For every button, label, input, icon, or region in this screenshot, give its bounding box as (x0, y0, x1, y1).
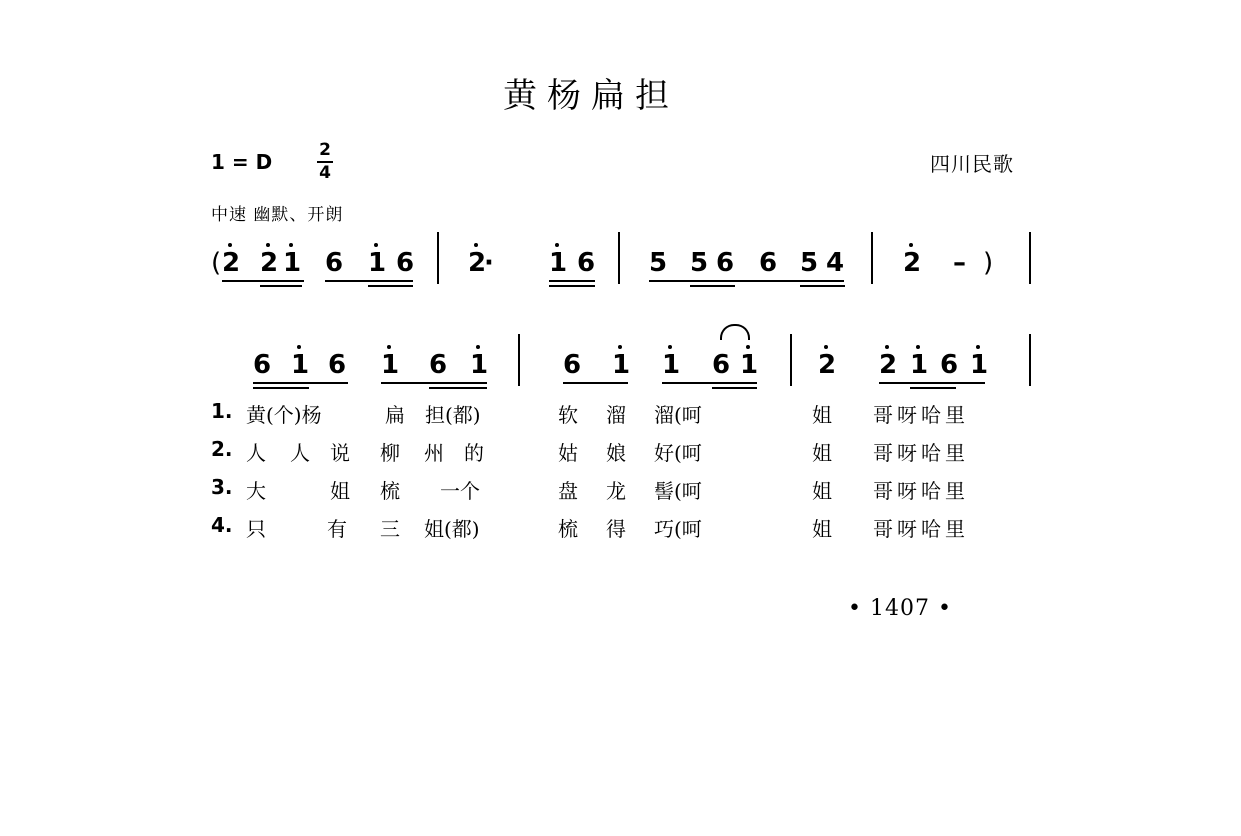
lyric-syllable: 的 (464, 441, 484, 465)
lyric-syllable: 说 (330, 441, 350, 465)
intro-note: 1 (283, 248, 302, 278)
octave-dot (474, 243, 478, 247)
barline (871, 232, 873, 284)
lyric-syllable: 姐 (812, 479, 832, 503)
octave-dot (746, 345, 750, 349)
lyric-syllable: 哥呀哈里 (873, 403, 969, 427)
beam-line (549, 280, 595, 282)
intro-close-paren: ) (983, 248, 994, 278)
time-signature-bottom: 4 (319, 163, 331, 183)
beam-line (429, 387, 487, 389)
key-signature: 1 = D (211, 150, 273, 174)
octave-dot (555, 243, 559, 247)
intro-note: 6 (759, 248, 778, 278)
intro-note: 6 (325, 248, 344, 278)
lyric-syllable: 担(都) (425, 403, 481, 427)
time-signature-top: 2 (319, 140, 331, 160)
beam-line (800, 285, 845, 287)
rest-dash: – (953, 248, 966, 278)
lyric-syllable: 扁 (385, 403, 405, 427)
lyric-syllable: 只 (246, 517, 266, 541)
melody-note: 1 (740, 350, 759, 380)
beam-line (649, 280, 844, 282)
melody-note: 1 (970, 350, 989, 380)
song-origin: 四川民歌 (930, 152, 1014, 176)
page-number: • 1407 • (848, 596, 952, 621)
lyric-syllable: 哥呀哈里 (873, 479, 969, 503)
lyric-syllable: 姐(都) (424, 517, 480, 541)
lyric-syllable: 三 (380, 517, 400, 541)
intro-note: 2 (260, 248, 279, 278)
lyric-syllable: 溜 (606, 403, 626, 427)
lyric-syllable: 姐 (330, 479, 350, 503)
beam-line (381, 382, 487, 384)
melody-note: 1 (381, 350, 400, 380)
lyric-syllable: 得 (606, 517, 626, 541)
octave-dot (297, 345, 301, 349)
octave-dot (668, 345, 672, 349)
lyric-syllable: 髻(呵 (654, 479, 702, 503)
intro-note: 1 (368, 248, 387, 278)
barline (618, 232, 620, 284)
lyric-syllable: 姑 (558, 441, 578, 465)
intro-note: 6 (577, 248, 596, 278)
intro-note: 6 (716, 248, 735, 278)
octave-dot (618, 345, 622, 349)
lyric-syllable: 好(呵 (654, 441, 702, 465)
beam-line (549, 285, 595, 287)
beam-line (712, 387, 757, 389)
lyric-syllable: 姐 (812, 403, 832, 427)
octave-dot (824, 345, 828, 349)
intro-note: 6 (396, 248, 415, 278)
melody-note: 6 (253, 350, 272, 380)
melody-note: 2 (879, 350, 898, 380)
lyric-syllable: 姐 (812, 517, 832, 541)
beam-line (662, 382, 757, 384)
lyric-syllable: 溜(呵 (654, 403, 702, 427)
lyric-syllable: 州 (424, 441, 444, 465)
lyric-syllable: 龙 (606, 479, 626, 503)
barline (790, 334, 792, 386)
intro-note: 2 (222, 248, 241, 278)
beam-line (260, 285, 302, 287)
barline (1029, 232, 1031, 284)
beam-line (253, 387, 309, 389)
octave-dot (289, 243, 293, 247)
verse-number: 2. (211, 437, 233, 461)
barline (1029, 334, 1031, 386)
song-title: 黄杨扁担 (503, 76, 679, 116)
melody-note: 6 (328, 350, 347, 380)
melody-note: 6 (429, 350, 448, 380)
octave-dot (476, 345, 480, 349)
intro-note: 5 (649, 248, 668, 278)
beam-line (368, 285, 413, 287)
octave-dot (885, 345, 889, 349)
lyric-syllable: 盘 (558, 479, 578, 503)
lyric-syllable: 娘 (606, 441, 626, 465)
beam-line (563, 382, 628, 384)
lyric-syllable: 软 (558, 403, 578, 427)
melody-note: 1 (470, 350, 489, 380)
melody-note: 2 (818, 350, 837, 380)
melody-note: 1 (910, 350, 929, 380)
lyric-syllable: 哥呀哈里 (873, 441, 969, 465)
melody-note: 6 (563, 350, 582, 380)
beam-line (879, 382, 985, 384)
lyric-syllable: 有 (327, 517, 347, 541)
augmentation-dot: · (484, 248, 494, 278)
melody-note: 6 (712, 350, 731, 380)
octave-dot (228, 243, 232, 247)
lyric-syllable: 人 (290, 441, 310, 465)
octave-dot (387, 345, 391, 349)
beam-line (222, 280, 304, 282)
lyric-syllable: 哥呀哈里 (873, 517, 969, 541)
time-signature (315, 141, 335, 183)
intro-note: 5 (690, 248, 709, 278)
lyric-syllable: 人 (246, 441, 266, 465)
lyric-syllable: 梳 (380, 479, 400, 503)
beam-line (325, 280, 413, 282)
tempo-marking: 中速 幽默、开朗 (211, 205, 344, 225)
beam-line (253, 382, 348, 384)
melody-note: 1 (291, 350, 310, 380)
lyric-syllable: 一个 (440, 479, 480, 503)
beam-line (910, 387, 956, 389)
intro-note: 5 (800, 248, 819, 278)
octave-dot (916, 345, 920, 349)
octave-dot (909, 243, 913, 247)
intro-note: 2 (468, 248, 487, 278)
barline (437, 232, 439, 284)
octave-dot (266, 243, 270, 247)
octave-dot (976, 345, 980, 349)
lyric-syllable: 巧(呵 (654, 517, 702, 541)
intro-note: 2 (903, 248, 922, 278)
verse-number: 3. (211, 475, 233, 499)
lyric-syllable: 梳 (558, 517, 578, 541)
intro-note: 1 (549, 248, 568, 278)
melody-note: 1 (662, 350, 681, 380)
lyric-syllable: 大 (246, 479, 266, 503)
melody-note: 1 (612, 350, 631, 380)
intro-note: 4 (826, 248, 845, 278)
slur-mark (720, 324, 750, 340)
barline (518, 334, 520, 386)
beam-line (690, 285, 735, 287)
verse-number: 1. (211, 399, 233, 423)
melody-note: 6 (940, 350, 959, 380)
lyric-syllable: 黄(个)杨 (246, 403, 322, 427)
verse-number: 4. (211, 513, 233, 537)
octave-dot (374, 243, 378, 247)
intro-open-paren: ( (211, 248, 222, 278)
lyric-syllable: 姐 (812, 441, 832, 465)
lyric-syllable: 柳 (380, 441, 400, 465)
